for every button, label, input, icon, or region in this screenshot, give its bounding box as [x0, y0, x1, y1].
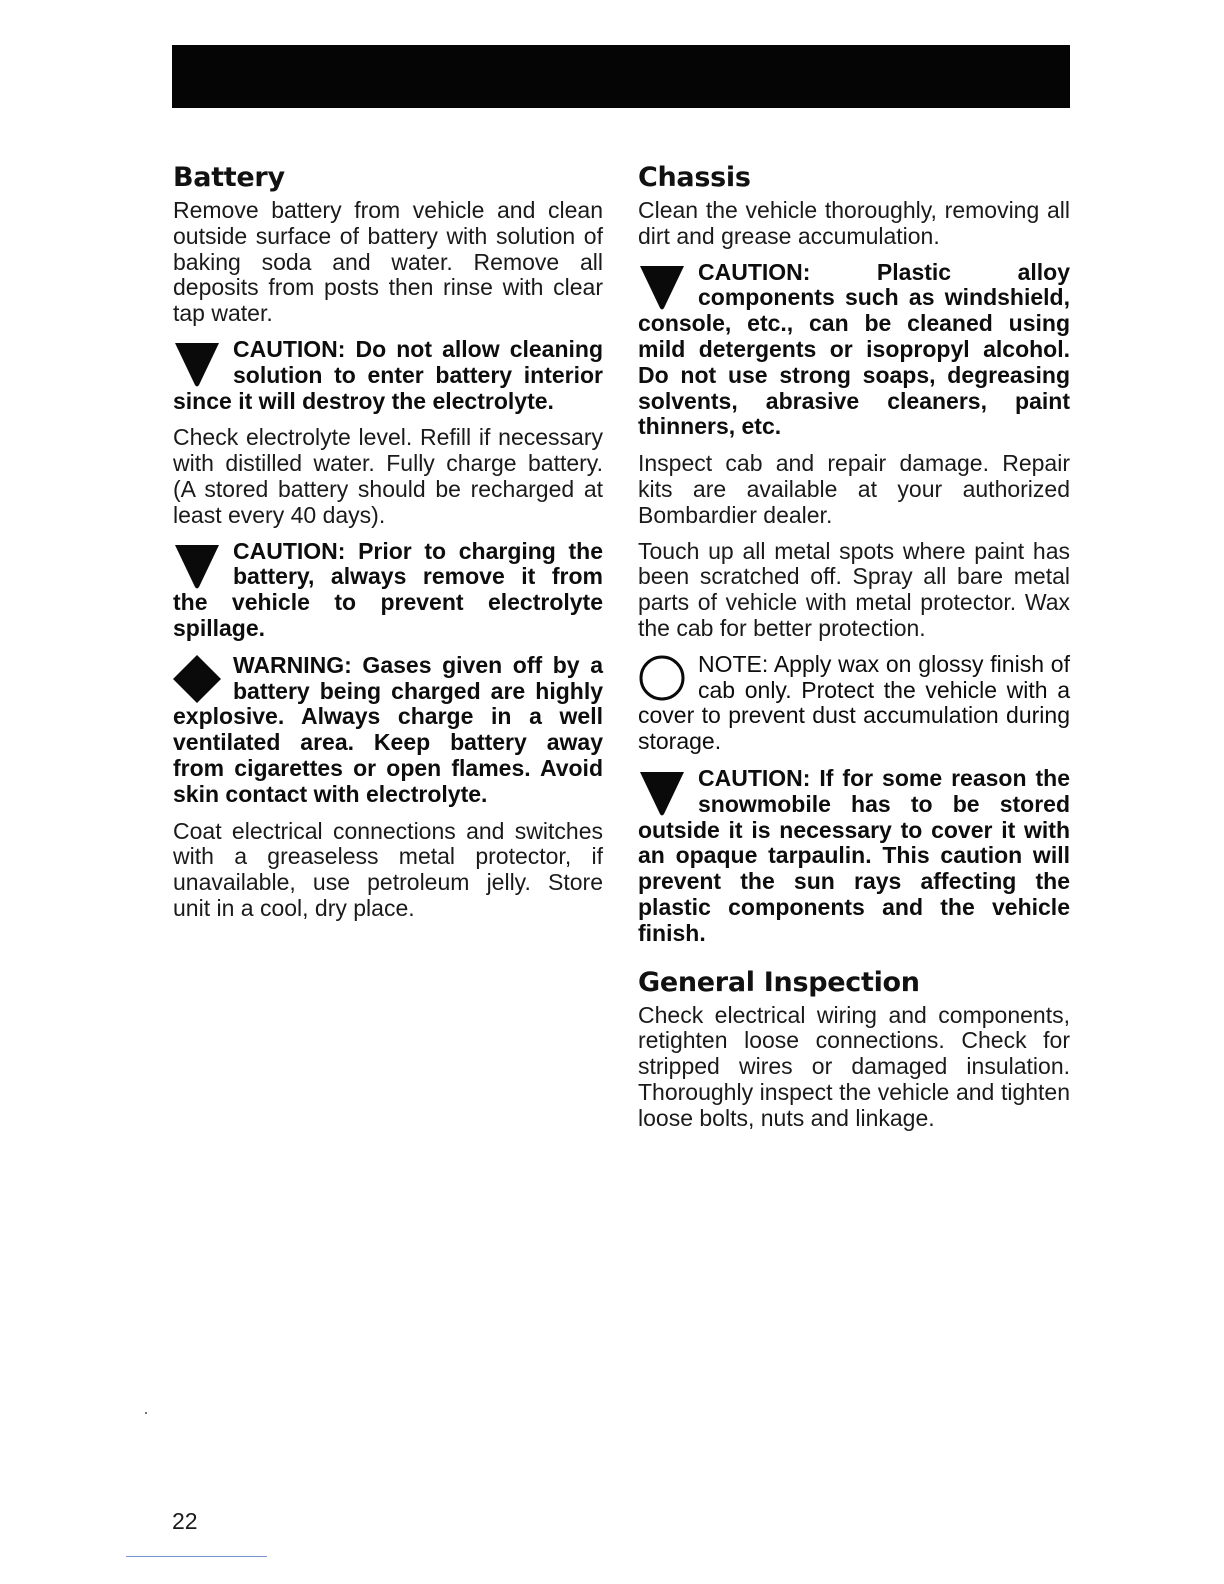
warning-text: Gases given off by a battery being charged are highly explosive. Always charge in a well ventilated area. Keep battery away from cigarettes or open flames. Avoid skin contact with electrolyte.	[173, 651, 603, 807]
battery-caution-1	[173, 337, 603, 414]
footer-rule	[126, 1556, 267, 1557]
general-inspection-heading: General Inspection	[638, 966, 920, 998]
caution-label: CAUTION:	[233, 537, 346, 564]
scan-speck	[145, 1412, 147, 1414]
battery-heading: Battery	[173, 162, 285, 193]
right-column	[638, 162, 1070, 1142]
caution-text: Do not allow cleaning solution to enter battery interior since it will destroy the electrolyte.	[173, 335, 603, 414]
chassis-paragraph-3: Touch up all metal spots where paint has been scratched off. Spray all bare metal parts of vehicle with metal protector. Wax the cab for better protection.	[638, 537, 1070, 641]
note-circle-icon	[638, 654, 686, 702]
battery-caution-2	[173, 539, 603, 642]
chassis-caution-1	[638, 260, 1070, 441]
caution-label: CAUTION:	[698, 764, 811, 791]
general-inspection-paragraph: Check electrical wiring and components, retighten loose connections. Check for stripped wires or damaged insulation. Thoroughly inspect the vehicle and tighten loose bolts, nuts and linkage.	[638, 1001, 1070, 1131]
left-column	[173, 162, 603, 932]
battery-warning	[173, 653, 603, 808]
caution-triangle-icon	[173, 541, 221, 589]
chassis-heading: Chassis	[638, 162, 751, 193]
chassis-note	[638, 652, 1070, 755]
caution-triangle-icon	[638, 768, 686, 816]
battery-paragraph-2: Check electrolyte level. Refill if necessary with distilled water. Fully charge battery. (A stored battery should be recharged at least every 40 days).	[173, 424, 603, 528]
page-number: 22	[172, 1508, 198, 1534]
caution-text: If for some reason the snowmobile has to be stored outside it is necessary to cover it with an opaque tarpaulin. This caution will prevent the sun rays affecting the plastic components and the vehicle finish.	[638, 764, 1070, 946]
caution-label: CAUTION:	[698, 258, 811, 285]
caution-triangle-icon	[173, 339, 221, 387]
caution-text: Plastic alloy components such as windshield, console, etc., can be cleaned using mild detergents or isopropyl alcohol. Do not use strong soaps, degreasing solvents, abrasive cleaners, paint thinners, etc.	[638, 258, 1070, 440]
caution-text: Prior to charging the battery, always remove it from the vehicle to prevent electrolyte spillage.	[173, 537, 603, 641]
warning-label: WARNING:	[233, 651, 352, 678]
header-bar	[172, 45, 1070, 108]
battery-paragraph-3: Coat electrical connections and switches with a greaseless metal protector, if unavailable, use petroleum jelly. Store unit in a cool, dry place.	[173, 817, 603, 921]
chassis-paragraph-2: Inspect cab and repair damage. Repair kits are available at your authorized Bombardier dealer.	[638, 450, 1070, 528]
battery-paragraph-1: Remove battery from vehicle and clean outside surface of battery with solution of baking soda and water. Remove all deposits from posts then rinse with clear tap water.	[173, 197, 603, 327]
warning-diamond-icon	[173, 655, 221, 703]
note-text: Apply wax on glossy finish of cab only. Protect the vehicle with a cover to prevent dust accumulation during storage.	[638, 650, 1070, 755]
caution-triangle-icon	[638, 262, 686, 310]
chassis-paragraph-1: Clean the vehicle thoroughly, removing all dirt and grease accumulation.	[638, 197, 1070, 249]
chassis-caution-2	[638, 766, 1070, 947]
note-label: NOTE:	[698, 650, 769, 677]
caution-label: CAUTION:	[233, 335, 346, 362]
